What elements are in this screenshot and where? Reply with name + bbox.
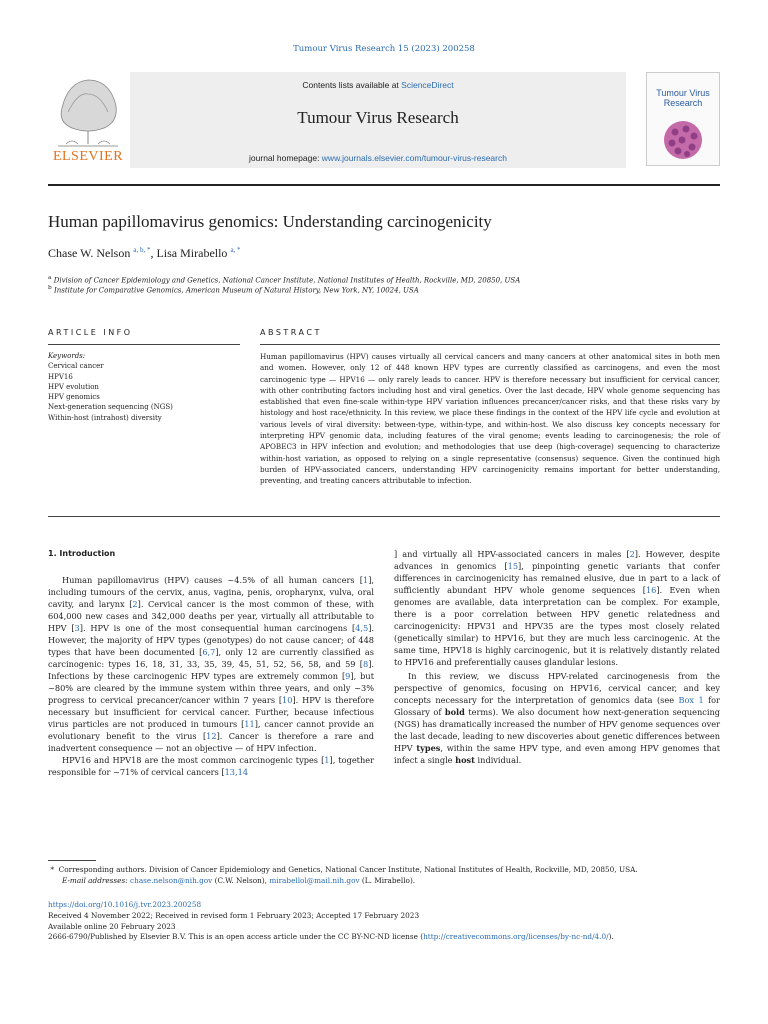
contents-prefix: Contents lists available at	[302, 80, 402, 90]
journal-title: Tumour Virus Research	[297, 108, 459, 127]
author-affiliation-marker[interactable]: a, *	[230, 246, 241, 254]
author-name[interactable]: Chase W. Nelson	[48, 246, 131, 260]
citation-link[interactable]: 6,7	[202, 647, 216, 657]
citation-link[interactable]: 3	[74, 623, 80, 633]
abstract-heading: ABSTRACT	[260, 328, 322, 337]
citation-link[interactable]: 2	[132, 599, 138, 609]
doi-link[interactable]: https://doi.org/10.1016/j.tvr.2023.200258	[48, 900, 202, 909]
license-line: 2666-6790/Published by Elsevier B.V. This is an open access article under the CC BY-NC-ND license (http://creativecommons.org/licenses/by-nc-nd/4.0/).	[48, 932, 614, 942]
article-history	[48, 900, 720, 943]
keyword-item: Within-host (intrahost) diversity	[48, 413, 162, 422]
affiliation-a: $^a$ Division of Cancer Epidemiology and Genetics, National Cancer Institute, National Institutes of Health, Rockville, MD, 20850, USA	[48, 275, 521, 285]
keyword-item: HPV genomics	[48, 393, 100, 402]
homepage-link[interactable]: www.journals.elsevier.com/tumour-virus-research	[321, 153, 507, 163]
corresponding-authors: * Corresponding authors. Division of Cancer Epidemiology and Genetics, National Cancer Institute, National Institutes of Health, Rockville, MD, 20850, USA.	[48, 865, 638, 874]
citation-link[interactable]: 2	[629, 549, 635, 559]
article-info-rule	[48, 344, 240, 345]
email-link[interactable]: mirabellol@mail.nih.gov	[269, 875, 360, 885]
citation-link[interactable]: 10	[282, 695, 293, 705]
available-online: Available online 20 February 2023	[48, 921, 176, 931]
intro-paragraph-1: Human papillomavirus (HPV) causes ~4.5% of all human cancers [1], including tumours of the cervix, anus, vagina, penis, oropharynx, vulva, oral cavity, and larynx [2]. Cervical cancer is the most common of these, with 604,000 new cases and 342,000 deaths per year, virtually all attributable to HPV [3]. HPV is one of the most consequential human carcinogens [4,5]. However, the majority of HPV types (genotypes) do not cause cancer; of 448 types that have been documented [6,7], only 12 are currently classified as carcinogenic: types 16, 18, 31, 33, 35, 39, 45, 51, 52, 56, 58, and 59 [8]. Infections by these carcinogenic HPV types are extremely common [9], but ~80% are cleared by the immune system within three years, and only ~3% progress to cervical precancer/cancer within 7 years [10]. HPV is therefore necessary but insufficient for cervical cancer. Further, because infectious virus particles are not produced in tumours [11], cancer cannot provide an evolutionary benefit to the virus [12]. Cancer is therefore a rare and inadvertent consequence — not an objective — of HPV infection.	[48, 575, 375, 753]
header-rule	[48, 184, 720, 186]
keyword-item: Cervical cancer	[48, 362, 104, 371]
received-dates: Received 4 November 2022; Received in revised form 1 February 2023; Accepted 17 February 2023	[48, 910, 420, 920]
corresponding-footnote	[48, 865, 720, 887]
intro-paragraph-2-continued: ] and virtually all HPV-associated cancers in males [2]. However, despite advances in genomics [15], pinpointing genetic variants that confer differences in carcinogenicity has remained elusive, due in part to a lack of sufficiently abundant HPV whole genome sequences [16]. Even when genomes are available, data interpretation can be complex. For example, there is a poor correlation between HPV genetic relatedness and carcinogenicity: HPV31 and HPV35 are the types most closely related (genetically similar) to HPV16, but they are much less carcinogenic. At the same time, HPV18 is highly carcinogenic, but it is relatively distantly related to HPV16 and preferentially causes glandular lesions.	[394, 549, 721, 667]
box-1-link[interactable]: Box 1	[678, 695, 704, 705]
citation-link[interactable]: 9	[345, 671, 351, 681]
citation-link[interactable]: 1	[362, 575, 369, 585]
intro-right-column	[394, 548, 720, 766]
homepage-prefix: journal homepage:	[249, 153, 322, 163]
keyword-item: Next-generation sequencing (NGS)	[48, 403, 173, 412]
citation-link[interactable]: 12	[206, 731, 217, 741]
keyword-item: HPV16	[48, 372, 73, 381]
keywords-label: Keywords:	[48, 352, 86, 360]
elsevier-wordmark: ELSEVIER	[52, 149, 124, 164]
paper-title: Human papillomavirus genomics: Understanding carcinogenicity	[48, 212, 492, 231]
citation-link[interactable]: 15	[507, 561, 519, 571]
email-addresses: E-mail addresses: chase.nelson@nih.gov (C.W. Nelson), mirabellol@mail.nih.gov (L. Mirabello).	[62, 875, 416, 885]
virus-cover-image	[660, 118, 706, 162]
author-list	[48, 246, 241, 261]
section-heading-introduction: 1. Introduction	[48, 549, 116, 558]
sciencedirect-link[interactable]: ScienceDirect	[401, 80, 454, 90]
keywords-block	[48, 351, 240, 423]
citation-link[interactable]: 1	[324, 755, 330, 765]
citation-link[interactable]: 4,5	[355, 623, 369, 633]
intro-paragraph-2-start: HPV16 and HPV18 are the most common carcinogenic types [1], together responsible for ~71% of cervical cancers [13,14	[48, 755, 375, 777]
citation-link[interactable]: 16	[645, 585, 657, 595]
author-separator: ,	[150, 246, 157, 260]
abstract-rule	[260, 344, 720, 345]
cover-title: Tumour Virus Research	[656, 88, 710, 108]
affiliation-b: $^b$ Institute for Comparative Genomics, American Museum of Natural History, New York, NY, 10024, USA	[48, 285, 419, 295]
intro-paragraph-3: In this review, we discuss HPV-related carcinogenesis from the perspective of genomics, focusing on HPV16, cervical cancer, and key concepts necessary for the interpretation of genomics data (see Box 1 for Glossary of bold terms). We also document how next-generation sequencing (NGS) has dramatically increased the number of HPV genome sequences over the last decade, leading to new discoveries about genetic differences between HPV types, within the same HPV type, and even among HPV genomes that infect a single host individual.	[394, 671, 721, 765]
license-link[interactable]: http://creativecommons.org/licenses/by-nc-nd/4.0/	[423, 932, 609, 942]
abstract-bottom-rule	[48, 516, 720, 517]
keyword-item: HPV evolution	[48, 382, 99, 391]
abstract-text: Human papillomavirus (HPV) causes virtually all cervical cancers and many cancers at other anatomical sites in both men and women. However, only 12 of 448 known HPV types are currently classified as carcinogens, and even the most carcinogenic type — HPV16 — only rarely leads to cancer. HPV is therefore necessary but insufficient for cervical cancer, with other contributing factors including host and viral genetics. Over the last decade, HPV whole genome sequencing has established that even fine-scale within-type HPV variation influences precancer/cancer risks, and that these risks vary by histology and host race/ethnicity. In this review, we place these findings in the context of the HPV life cycle and evolution at various levels of viral diversity: between-type, within-type, and within-host. We also discuss key concepts necessary for interpreting HPV genomic data, including features of the viral genome; events leading to carcinogenesis; the role of APOBEC3 in HPV infection and evolution; and methodologies that use deep (high-coverage) sequencing to characterize within-host variation, as opposed to relying on a single representative (consensus) sequence. Given the continued high burden of HPV-associated cancers, understanding HPV carcinogenicity remains important for better understanding, preventing, and treating cancers attributable to infection.	[260, 352, 720, 486]
article-info-heading: ARTICLE INFO	[48, 328, 133, 337]
journal-homepage	[130, 153, 626, 163]
citation-link[interactable]: 13,14	[224, 767, 249, 777]
author-affiliation-marker[interactable]: a, b, *	[133, 246, 151, 254]
email-link[interactable]: chase.nelson@nih.gov	[130, 875, 213, 885]
contents-line	[130, 80, 626, 90]
footnote-rule	[48, 860, 96, 861]
author-name[interactable]: Lisa Mirabello	[156, 246, 228, 260]
citation-link[interactable]: 11	[244, 719, 255, 729]
journal-reference-link[interactable]: Tumour Virus Research 15 (2023) 200258	[293, 44, 475, 54]
citation-link[interactable]: 8	[362, 659, 369, 669]
intro-left-column	[48, 548, 374, 778]
